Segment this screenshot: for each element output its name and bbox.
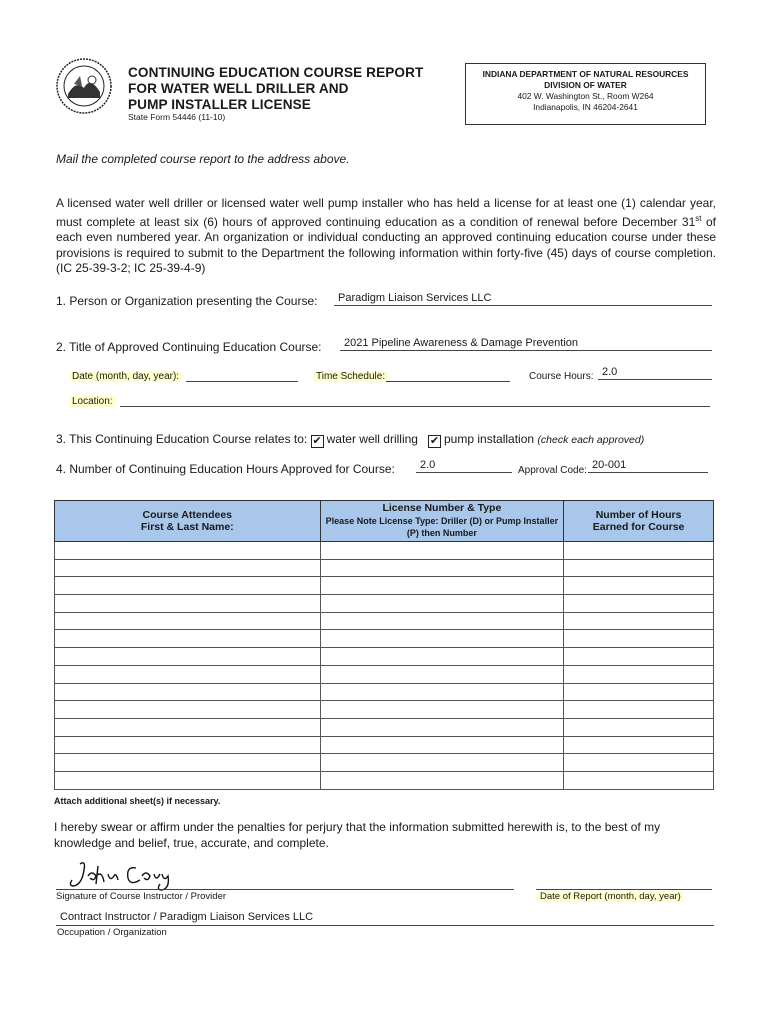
table-row: [55, 771, 714, 789]
table-row: [55, 665, 714, 683]
table-row: [55, 577, 714, 595]
attendee-name-cell[interactable]: [55, 754, 321, 772]
hours-header-line-2: Earned for Course: [592, 521, 685, 533]
signature-image: [66, 858, 186, 892]
approval-code-label: Approval Code:: [518, 465, 587, 476]
hours-earned-cell[interactable]: [564, 577, 714, 595]
signature-label: Signature of Course Instructor / Provider: [56, 891, 227, 902]
form-number: State Form 54446 (11-10): [128, 112, 226, 122]
hours-earned-cell[interactable]: [564, 542, 714, 560]
table-row: [55, 718, 714, 736]
q3-label: 3. This Continuing Education Course relates to:: [56, 432, 308, 446]
approved-hours-field[interactable]: 2.0: [416, 459, 512, 473]
license-header-line-2: Please Note License Type: Driller (D) or Pump Installer (P) then Number: [325, 515, 559, 539]
date-label: [70, 371, 181, 382]
license-number-cell[interactable]: [320, 754, 564, 772]
hours-earned-cell[interactable]: [564, 718, 714, 736]
hours-earned-cell[interactable]: [564, 630, 714, 648]
table-row: [55, 701, 714, 719]
q3-row: [56, 432, 644, 448]
hours-earned-cell[interactable]: [564, 736, 714, 754]
intro-part-1: A licensed water well driller or licensed water well pump installer who has held a license for at least one (1) calendar year, must complete at least six (6) hours of approved continuing education as a condition of renewal before December 31: [56, 196, 716, 230]
date-of-report-label: [538, 891, 683, 902]
date-of-report-label-text: Date of Report (month, day, year): [540, 891, 681, 902]
pump-installation-checkbox[interactable]: ✔: [429, 435, 440, 447]
attendees-header: [55, 501, 321, 542]
state-seal-icon: [56, 58, 112, 114]
table-row: [55, 648, 714, 666]
water-well-drilling-label: water well drilling: [326, 432, 418, 446]
attendee-name-cell[interactable]: [55, 771, 321, 789]
time-label: [314, 371, 387, 382]
attach-note: Attach additional sheet(s) if necessary.: [54, 796, 221, 806]
attendees-header-line-2: First & Last Name:: [140, 521, 234, 533]
title-line-2: FOR WATER WELL DRILLER AND: [128, 81, 349, 96]
attendee-name-cell[interactable]: [55, 577, 321, 595]
attendees-table: [54, 500, 714, 790]
license-header: [320, 501, 564, 542]
attendee-name-cell[interactable]: [55, 559, 321, 577]
table-row: [55, 630, 714, 648]
q2-label: 2. Title of Approved Continuing Education Course:: [56, 340, 322, 354]
approval-code-field[interactable]: 20-001: [588, 459, 708, 473]
license-number-cell[interactable]: [320, 683, 564, 701]
license-number-cell[interactable]: [320, 665, 564, 683]
hours-earned-cell[interactable]: [564, 612, 714, 630]
attendee-name-cell[interactable]: [55, 701, 321, 719]
hours-earned-cell[interactable]: [564, 683, 714, 701]
date-of-report-line[interactable]: [536, 889, 712, 890]
mail-note: Mail the completed course report to the address above.: [56, 152, 350, 166]
license-number-cell[interactable]: [320, 542, 564, 560]
table-row: [55, 683, 714, 701]
license-number-cell[interactable]: [320, 630, 564, 648]
location-label: [70, 396, 115, 407]
intro-sup: st: [695, 214, 702, 224]
attendee-name-cell[interactable]: [55, 736, 321, 754]
location-field[interactable]: [120, 393, 710, 407]
hours-earned-cell[interactable]: [564, 771, 714, 789]
location-label-text: Location:: [72, 396, 113, 407]
time-label-text: Time Schedule:: [316, 371, 386, 382]
hours-earned-cell[interactable]: [564, 754, 714, 772]
address-line-4: Indianapolis, IN 46204-2641: [533, 102, 638, 112]
table-row: [55, 736, 714, 754]
hours-header-line-1: Number of Hours: [595, 508, 682, 521]
table-row: [55, 559, 714, 577]
license-number-cell[interactable]: [320, 718, 564, 736]
table-row: [55, 754, 714, 772]
date-label-text: Date (month, day, year):: [72, 371, 180, 382]
hours-earned-cell[interactable]: [564, 648, 714, 666]
attendee-name-cell[interactable]: [55, 595, 321, 613]
hours-earned-cell[interactable]: [564, 595, 714, 613]
intro-part-2: of each even numbered year. An organization or individual conducting an approved continuing education course under these provisions is required to submit to the Department the following information within forty-five (45) days of course completion. (IC 25-39-3-2; IC 25-39-4-9): [56, 215, 717, 275]
attendee-name-cell[interactable]: [55, 612, 321, 630]
presenter-field[interactable]: Paradigm Liaison Services LLC: [334, 292, 712, 306]
license-number-cell[interactable]: [320, 648, 564, 666]
course-title-field[interactable]: 2021 Pipeline Awareness & Damage Prevention: [340, 337, 712, 351]
occupation-field[interactable]: Contract Instructor / Paradigm Liaison Services LLC: [60, 911, 314, 923]
intro-paragraph: [56, 196, 716, 276]
time-field[interactable]: [386, 368, 510, 382]
hours-label: Course Hours:: [529, 371, 594, 382]
hours-earned-cell[interactable]: [564, 665, 714, 683]
title-line-1: CONTINUING EDUCATION COURSE REPORT: [128, 65, 424, 80]
address-line-3: 402 W. Washington St., Room W264: [517, 91, 654, 101]
license-header-line-1: License Number & Type: [382, 502, 502, 515]
form-title: [128, 65, 448, 113]
table-row: [55, 595, 714, 613]
table-header-row: [55, 501, 714, 542]
water-well-drilling-checkbox[interactable]: ✔: [312, 435, 322, 447]
hours-header: [564, 501, 714, 542]
q1-label: 1. Person or Organization presenting the Course:: [56, 294, 318, 308]
hours-earned-cell[interactable]: [564, 701, 714, 719]
license-number-cell[interactable]: [320, 595, 564, 613]
occupation-line: [56, 925, 714, 926]
course-hours-field[interactable]: 2.0: [598, 366, 712, 380]
license-number-cell[interactable]: [320, 577, 564, 595]
license-number-cell[interactable]: [320, 736, 564, 754]
license-number-cell[interactable]: [320, 771, 564, 789]
signature-line[interactable]: [56, 889, 514, 890]
license-number-cell[interactable]: [320, 559, 564, 577]
oath-text: I hereby swear or affirm under the penalties for perjury that the information submitted herewith is, to the best of my knowledge and belief, true, accurate, and complete.: [54, 820, 661, 850]
attendee-name-cell[interactable]: [55, 648, 321, 666]
attendee-name-cell[interactable]: [55, 630, 321, 648]
attendee-name-cell[interactable]: [55, 718, 321, 736]
license-number-cell[interactable]: [320, 612, 564, 630]
table-row: [55, 542, 714, 560]
license-number-cell[interactable]: [320, 701, 564, 719]
attendee-name-cell[interactable]: [55, 542, 321, 560]
occupation-label: Occupation / Organization: [57, 927, 167, 938]
title-line-3: PUMP INSTALLER LICENSE: [128, 97, 311, 112]
pump-installation-label: pump installation: [444, 432, 535, 446]
hours-earned-cell[interactable]: [564, 559, 714, 577]
attendees-header-line-1: Course Attendees: [142, 508, 233, 521]
q4-label: 4. Number of Continuing Education Hours Approved for Course:: [56, 462, 395, 476]
date-field[interactable]: [186, 368, 298, 382]
attendee-name-cell[interactable]: [55, 665, 321, 683]
address-line-1: INDIANA DEPARTMENT OF NATURAL RESOURCES: [482, 69, 689, 79]
check-note: (check each approved): [537, 434, 645, 446]
table-row: [55, 612, 714, 630]
attendee-name-cell[interactable]: [55, 683, 321, 701]
address-box: [465, 63, 706, 125]
address-line-2: DIVISION OF WATER: [544, 80, 627, 90]
